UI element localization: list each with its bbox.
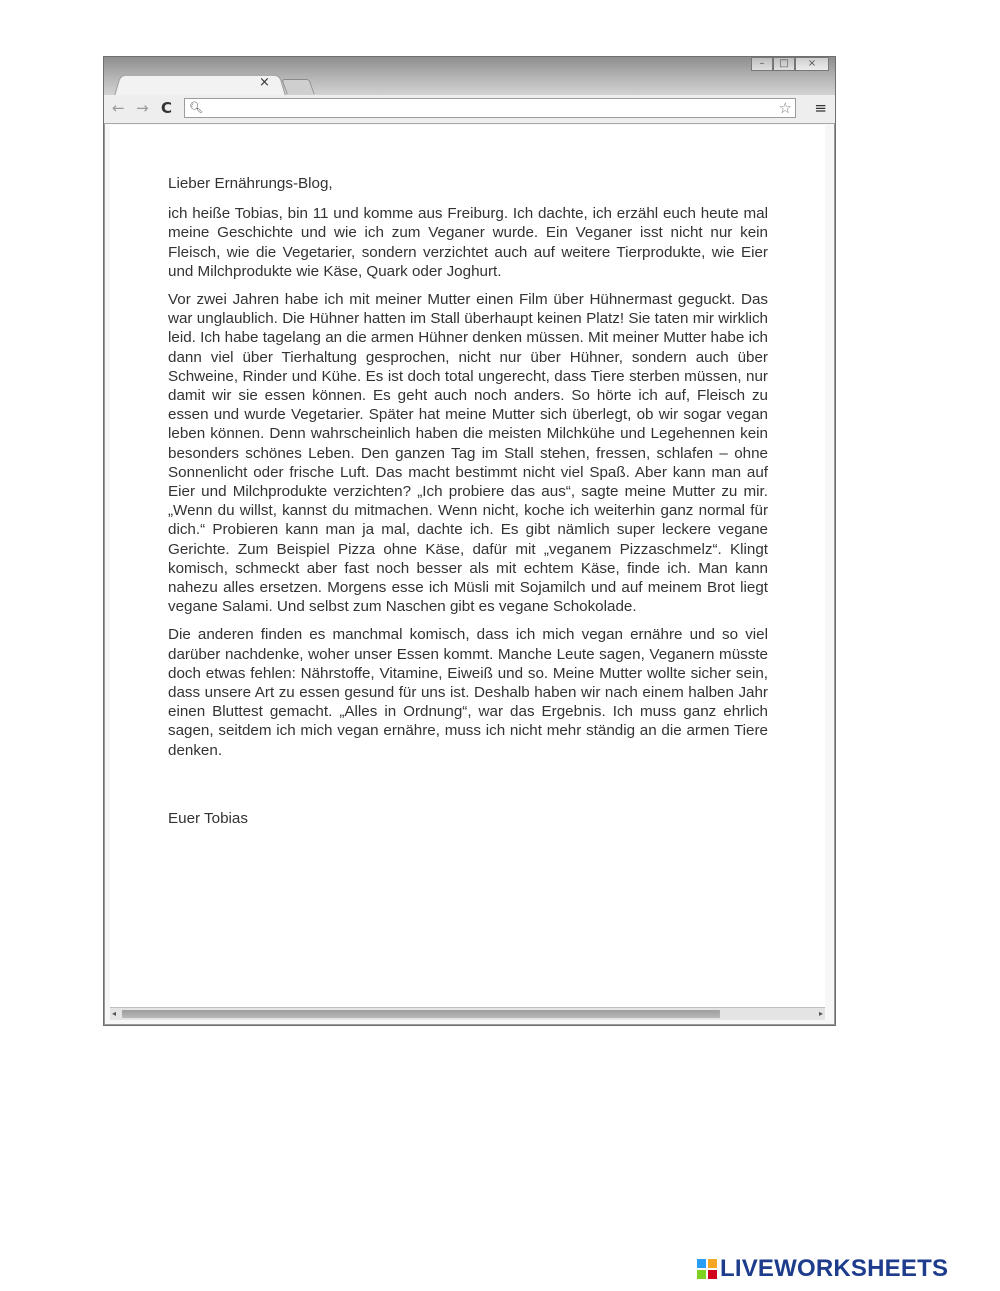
letter-paragraph: ich heiße Tobias, bin 11 und komme aus Freiburg. Ich dachte, ich erzähl euch heute mal meine Geschichte und wie ich zum Veganer wurde. Ein Veganer isst nicht nur kein Fleisch, wie die Vegetarier, sondern verzichtet auch auf weitere Tierprodukte, wie Eier und Milchprodukte wie Käse, Quark oder Joghurt. xyxy=(168,205,768,280)
tab-close-icon[interactable]: × xyxy=(259,75,270,90)
address-bar[interactable] xyxy=(184,98,796,118)
horizontal-scrollbar[interactable] xyxy=(110,1007,825,1020)
letter-signoff: Euer Tobias xyxy=(168,809,248,827)
letter-greeting: Lieber Ernährungs-Blog, xyxy=(168,175,333,192)
minimize-button[interactable]: – xyxy=(751,57,773,71)
scrollbar-thumb[interactable] xyxy=(122,1010,720,1018)
new-tab-button[interactable] xyxy=(281,79,314,94)
maximize-button[interactable]: □ xyxy=(773,57,795,71)
letter-paragraph: Die anderen finden es manchmal komisch, dass ich mich vegan ernähre und so viel darüber nachdenke, woher unser Essen kommt. Manche Leute sagen, Veganern müsste doch etwas fehlen: Nährstoffe, Vitamine, Eiweiß und so. Meine Mutter wollte sicher sein, dass unsere Art zu essen gesund für uns ist. Deshalb haben wir nach einem halben Jahr einen Bluttest gemacht. „Alles in Ordnung“, war das Ergebnis. Ich muss ganz ehrlich sagen, seitdem ich mich vegan ernähre, muss ich nicht mehr ständig an die armen Tiere denken. xyxy=(168,626,768,759)
back-arrow-icon[interactable]: ← xyxy=(112,99,125,117)
logo-cube xyxy=(697,1259,706,1268)
logo-cubes-icon xyxy=(697,1259,717,1279)
search-icon: 🔍︎ xyxy=(189,101,203,114)
menu-icon[interactable]: ≡ xyxy=(814,99,827,117)
browser-window xyxy=(103,56,836,1026)
star-icon[interactable]: ☆ xyxy=(778,99,792,117)
browser-toolbar xyxy=(104,95,835,124)
title-bar xyxy=(104,57,835,95)
forward-arrow-icon[interactable]: → xyxy=(136,99,149,117)
logo-cube xyxy=(708,1270,717,1279)
reload-icon[interactable]: C xyxy=(161,99,173,117)
logo-text: LIVEWORKSHEETS xyxy=(720,1255,949,1282)
address-input[interactable] xyxy=(205,99,765,117)
close-window-button[interactable]: × xyxy=(795,57,829,71)
logo-cube xyxy=(697,1270,706,1279)
scroll-right-icon[interactable]: ▸ xyxy=(818,1009,823,1018)
letter-paragraph: Vor zwei Jahren habe ich mit meiner Mutter einen Film über Hühnermast geguckt. Das war unglaublich. Die Hühner hatten im Stall überhaupt keinen Platz! Sie taten mir wirklich leid. Ich habe tagelang an die armen Hühner denken müssen. Mit meiner Mutter habe ich dann viel über Tierhaltung gesprochen, nicht nur über Hühner, sondern auch über Schweine, Rinder und Kühe. Es ist doch total ungerecht, dass Tiere sterben müssen, nur damit wir sie essen können. Es geht auch noch anders. So hörte ich auf, Fleisch zu essen und wurde Vegetarier. Später hat meine Mutter sich überlegt, ob wir sogar vegan leben können. Denn wahrscheinlich haben die meisten Milchkühe und Legehennen kein besonders schönes Leben. Den ganzen Tag im Stall stehen, fressen, schlafen – ohne Sonnenlicht oder frische Luft. Das macht bestimmt nicht viel Spaß. Aber kann man auf Eier und Milchprodukte verzichten? „Ich probiere das aus“, sagte meine Mutter zu mir. „Wenn du willst, kannst du mitmachen. Wenn nicht, koche ich weiterhin ganz normal für dich.“ Probieren kann man ja mal, dachte ich. Es gibt nämlich super leckere vegane Gerichte. Zum Beispiel Pizza ohne Käse, dafür mit „veganem Pizzaschmelz“. Klingt komisch, schmeckt aber fast noch besser als mit echtem Käse, finde ich. Man kann nahezu alles ersetzen. Morgens esse ich Müsli mit Sojamilch und auf meinem Brot liegt vegane Salami. Und selbst zum Naschen gibt es vegane Schokolade. xyxy=(168,291,768,616)
logo-cube xyxy=(708,1259,717,1268)
scroll-left-icon[interactable]: ◂ xyxy=(112,1009,117,1018)
liveworksheets-logo xyxy=(697,1255,948,1283)
blog-letter xyxy=(168,174,768,837)
page-content xyxy=(110,125,825,1007)
window-controls xyxy=(751,57,829,71)
